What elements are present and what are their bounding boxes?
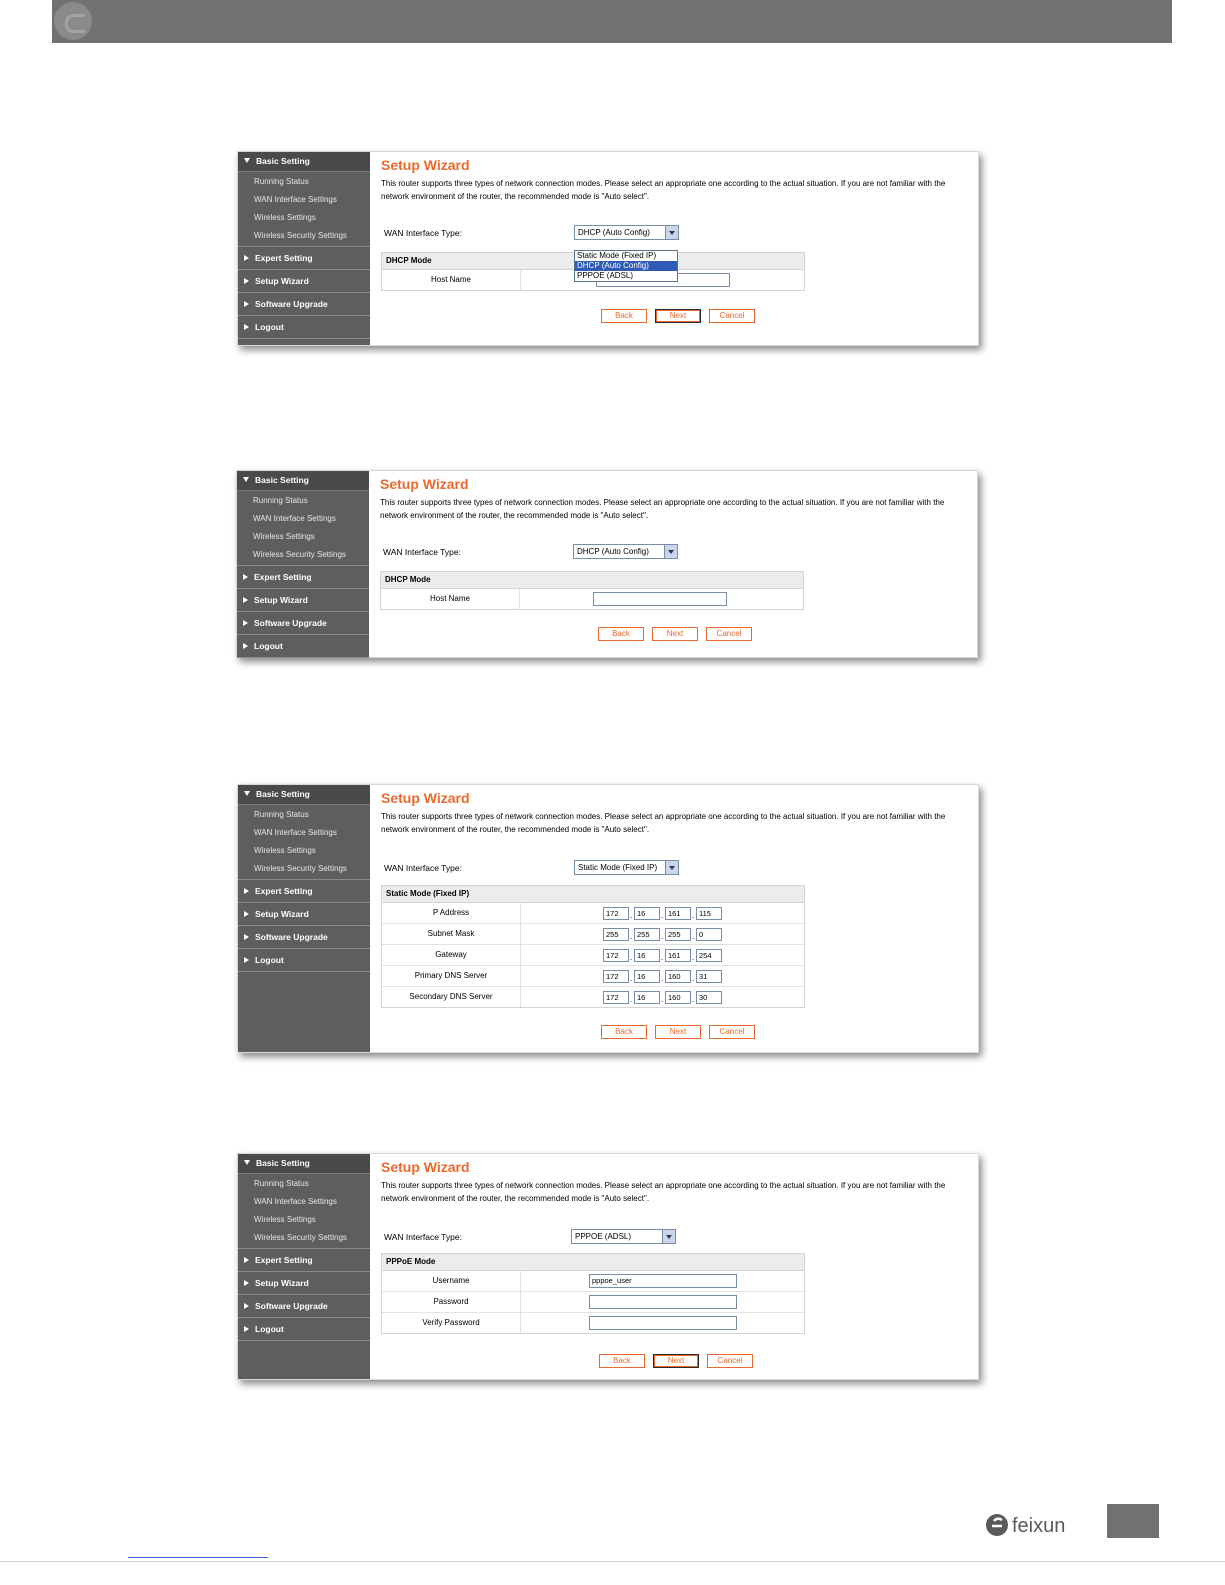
collapsed-arrow-icon — [244, 1326, 249, 1332]
collapsed-arrow-icon — [244, 1303, 249, 1309]
menu-running-status[interactable]: Running Status — [254, 1179, 309, 1188]
expanded-arrow-icon — [244, 1160, 250, 1165]
wan-type-label: WAN Interface Type: — [384, 1232, 462, 1242]
page-title: Setup Wizard — [381, 1159, 470, 1175]
collapsed-arrow-icon — [244, 934, 249, 940]
mask-octet-4[interactable]: 0 — [696, 928, 722, 941]
menu-software-upgrade[interactable]: Software Upgrade — [238, 926, 370, 949]
page-header-bar — [52, 0, 1172, 43]
wizard-buttons — [381, 309, 781, 325]
mask-octet-1[interactable]: 255 — [603, 928, 629, 941]
page-title: Setup Wizard — [381, 157, 470, 173]
sidebar — [238, 1154, 370, 1379]
next-button[interactable]: Next — [653, 1354, 699, 1368]
cancel-button[interactable]: Cancel — [709, 1025, 755, 1039]
back-button[interactable]: Back — [601, 1025, 647, 1039]
back-button[interactable]: Back — [601, 309, 647, 323]
collapsed-arrow-icon — [244, 1280, 249, 1286]
expanded-arrow-icon — [244, 791, 250, 796]
menu-logout[interactable]: Logout — [238, 1318, 370, 1341]
menu-wireless-settings[interactable]: Wireless Settings — [254, 846, 316, 855]
screenshot-dhcp-dropdown — [237, 151, 979, 346]
cancel-button[interactable]: Cancel — [709, 309, 755, 323]
section-header: Static Mode (Fixed IP) — [382, 886, 804, 903]
collapsed-arrow-icon — [243, 597, 248, 603]
wizard-content — [381, 785, 970, 1036]
menu-expert-setting[interactable]: Expert Setting — [237, 566, 369, 589]
secondary-dns-octet-3[interactable]: 160 — [665, 991, 691, 1004]
gateway-octet-3[interactable]: 161 — [665, 949, 691, 962]
wan-type-row — [381, 225, 970, 241]
wan-type-label: WAN Interface Type: — [384, 863, 462, 873]
cancel-button[interactable]: Cancel — [706, 627, 752, 641]
wizard-buttons — [381, 1354, 781, 1370]
menu-wireless-security-settings[interactable]: Wireless Security Settings — [254, 231, 347, 240]
feixun-logo — [985, 1505, 1081, 1545]
menu-running-status[interactable]: Running Status — [254, 177, 309, 186]
collapsed-arrow-icon — [243, 620, 248, 626]
back-button[interactable]: Back — [598, 627, 644, 641]
option-dhcp[interactable]: DHCP (Auto Config) — [575, 261, 677, 271]
table-row: P Address 172 . 16 . 161 . 115 — [382, 903, 804, 924]
menu-setup-wizard[interactable]: Setup Wizard — [238, 270, 370, 293]
table-row — [382, 1292, 804, 1313]
collapsed-arrow-icon — [244, 911, 249, 917]
menu-software-upgrade[interactable]: Software Upgrade — [238, 1295, 370, 1318]
wan-type-label: WAN Interface Type: — [384, 228, 462, 238]
menu-logout[interactable]: Logout — [238, 949, 370, 972]
back-button[interactable]: Back — [599, 1354, 645, 1368]
pppoe-table — [381, 1253, 805, 1334]
sidebar — [238, 785, 370, 1052]
host-name-label: Host Name — [382, 270, 521, 290]
primary-dns-octet-4[interactable]: 31 — [696, 970, 722, 983]
menu-running-status[interactable]: Running Status — [253, 496, 308, 505]
option-static-mode[interactable]: Static Mode (Fixed IP) — [577, 251, 657, 260]
wizard-buttons — [380, 627, 780, 643]
menu-wireless-security-settings[interactable]: Wireless Security Settings — [254, 864, 347, 873]
chevron-down-icon[interactable] — [662, 1230, 675, 1243]
secondary-dns-octet-2[interactable]: 16 — [634, 991, 660, 1004]
wan-type-label: WAN Interface Type: — [383, 547, 461, 557]
wan-type-select[interactable]: DHCP (Auto Config) — [573, 544, 678, 559]
collapsed-arrow-icon — [244, 1257, 249, 1263]
ip-octet-3[interactable]: 161 — [665, 907, 691, 920]
menu-setup-wizard[interactable]: Setup Wizard — [238, 1272, 370, 1295]
wizard-content — [380, 471, 969, 638]
sidebar — [238, 152, 370, 345]
wizard-description: This router supports three types of network connection modes. Please select an appropriate one according to the actual situation. If you are not familiar with the network environment of the router, the recommended mode is "Auto select". — [380, 498, 945, 520]
subnet-mask-label: Subnet Mask — [382, 924, 521, 944]
wan-type-row — [381, 860, 970, 876]
menu-wireless-settings[interactable]: Wireless Settings — [254, 1215, 316, 1224]
menu-expert-setting[interactable]: Expert Setting — [238, 247, 370, 270]
static-ip-table — [381, 885, 805, 1008]
chevron-down-icon[interactable] — [665, 226, 678, 239]
ip-octet-1[interactable]: 172 — [603, 907, 629, 920]
table-row: Primary DNS Server 172 . 16 . 160 . 31 — [382, 966, 804, 987]
username-label: Username — [382, 1271, 521, 1291]
menu-setup-wizard[interactable]: Setup Wizard — [238, 903, 370, 926]
table-row: Subnet Mask 255 . 255 . 255 . 0 — [382, 924, 804, 945]
ip-octet-2[interactable]: 16 — [634, 907, 660, 920]
gateway-label: Gateway — [382, 945, 521, 965]
brand-name: feixun — [1012, 1515, 1066, 1537]
option-pppoe[interactable]: PPPOE (ADSL) — [577, 271, 634, 280]
verify-password-input[interactable] — [589, 1316, 737, 1330]
menu-wireless-security-settings[interactable]: Wireless Security Settings — [253, 550, 346, 559]
dhcp-table — [380, 571, 804, 610]
collapsed-arrow-icon — [244, 301, 249, 307]
table-row: Secondary DNS Server 172 . 16 . 160 . 30 — [382, 987, 804, 1007]
secondary-dns-octet-4[interactable]: 30 — [696, 991, 722, 1004]
collapsed-arrow-icon — [244, 255, 249, 261]
page-title: Setup Wizard — [381, 790, 470, 806]
collapsed-arrow-icon — [244, 888, 249, 894]
wizard-description: This router supports three types of network connection modes. Please select an appropriate one according to the actual situation. If you are not familiar with the network environment of the router, the recommended mode is "Auto select". — [381, 812, 946, 834]
expanded-arrow-icon — [244, 158, 250, 163]
menu-basic-setting[interactable]: Basic Setting — [238, 785, 370, 805]
menu-running-status[interactable]: Running Status — [254, 810, 309, 819]
password-input[interactable] — [589, 1295, 737, 1309]
next-button[interactable]: Next — [655, 1025, 701, 1039]
screenshot-pppoe-mode — [237, 1153, 979, 1380]
host-name-label: Host Name — [381, 589, 520, 609]
page-number-box — [1107, 1504, 1159, 1538]
menu-wireless-settings[interactable]: Wireless Settings — [254, 213, 316, 222]
wan-type-row — [380, 544, 969, 560]
footer-link-underline — [128, 1557, 268, 1558]
menu-logout[interactable]: Logout — [237, 635, 369, 658]
wizard-description: This router supports three types of network connection modes. Please select an appropriate one according to the actual situation. If you are not familiar with the network environment of the router, the recommended mode is "Auto select". — [381, 1181, 946, 1203]
menu-wan-interface-settings[interactable]: WAN Interface Settings — [254, 828, 337, 837]
sidebar — [237, 471, 369, 657]
footer-divider — [0, 1561, 1225, 1562]
wizard-content — [381, 1154, 970, 1365]
primary-dns-octet-2[interactable]: 16 — [634, 970, 660, 983]
mask-octet-2[interactable]: 255 — [634, 928, 660, 941]
collapsed-arrow-icon — [243, 574, 248, 580]
ip-address-label: P Address — [382, 903, 521, 923]
menu-setup-wizard[interactable]: Setup Wizard — [237, 589, 369, 612]
section-header: PPPoE Mode — [382, 1254, 804, 1271]
chevron-down-icon[interactable] — [665, 861, 678, 874]
menu-basic-setting[interactable]: Basic Setting — [238, 1154, 370, 1174]
host-name-input[interactable] — [593, 592, 727, 606]
menu-basic-setting[interactable]: Basic Setting — [238, 152, 370, 172]
page-title: Setup Wizard — [380, 476, 469, 492]
cancel-button[interactable]: Cancel — [707, 1354, 753, 1368]
password-label: Password — [382, 1292, 521, 1312]
expanded-arrow-icon — [243, 477, 249, 482]
mask-octet-3[interactable]: 255 — [665, 928, 691, 941]
secondary-dns-octet-1[interactable]: 172 — [603, 991, 629, 1004]
username-input[interactable]: pppoe_user — [589, 1274, 737, 1288]
collapsed-arrow-icon — [243, 643, 248, 649]
section-header: DHCP Mode — [382, 253, 804, 270]
menu-software-upgrade[interactable]: Software Upgrade — [238, 293, 370, 316]
table-row — [381, 589, 803, 609]
menu-logout[interactable]: Logout — [238, 316, 370, 339]
screenshot-static-mode — [237, 784, 979, 1053]
wan-type-select[interactable]: PPPOE (ADSL) — [571, 1229, 676, 1244]
collapsed-arrow-icon — [244, 957, 249, 963]
section-header: DHCP Mode — [381, 572, 803, 589]
table-row: Gateway 172 . 16 . 161 . 254 — [382, 945, 804, 966]
collapsed-arrow-icon — [244, 278, 249, 284]
table-row — [382, 1271, 804, 1292]
ip-octet-4[interactable]: 115 — [696, 907, 722, 920]
menu-wireless-security-settings[interactable]: Wireless Security Settings — [254, 1233, 347, 1242]
menu-wireless-settings[interactable]: Wireless Settings — [253, 532, 315, 541]
verify-password-label: Verify Password — [382, 1313, 521, 1333]
screenshot-dhcp-mode — [236, 470, 978, 658]
gateway-octet-2[interactable]: 16 — [634, 949, 660, 962]
gateway-octet-4[interactable]: 254 — [696, 949, 722, 962]
secondary-dns-label: Secondary DNS Server — [382, 987, 521, 1007]
gateway-octet-1[interactable]: 172 — [603, 949, 629, 962]
menu-wan-interface-settings[interactable]: WAN Interface Settings — [254, 195, 337, 204]
menu-software-upgrade[interactable]: Software Upgrade — [237, 612, 369, 635]
primary-dns-label: Primary DNS Server — [382, 966, 521, 986]
chevron-down-icon[interactable] — [664, 545, 677, 558]
collapsed-arrow-icon — [244, 324, 249, 330]
wan-type-select[interactable]: DHCP (Auto Config) — [574, 225, 679, 240]
menu-expert-setting[interactable]: Expert Setting — [238, 880, 370, 903]
wizard-description: This router supports three types of network connection modes. Please select an appropriate one according to the actual situation. If you are not familiar with the network environment of the router, the recommended mode is "Auto select". — [381, 179, 946, 201]
next-button[interactable]: Next — [655, 309, 701, 323]
menu-basic-setting[interactable]: Basic Setting — [237, 471, 369, 491]
next-button[interactable]: Next — [652, 627, 698, 641]
menu-wan-interface-settings[interactable]: WAN Interface Settings — [253, 514, 336, 523]
wan-type-select[interactable]: Static Mode (Fixed IP) — [574, 860, 679, 875]
table-row — [382, 1313, 804, 1333]
wizard-buttons — [381, 1025, 781, 1041]
wizard-content — [381, 152, 970, 320]
primary-dns-octet-1[interactable]: 172 — [603, 970, 629, 983]
primary-dns-octet-3[interactable]: 160 — [665, 970, 691, 983]
brand-logo-icon — [54, 2, 92, 40]
wan-type-row — [381, 1229, 970, 1245]
wan-type-dropdown-list — [574, 250, 678, 282]
menu-wan-interface-settings[interactable]: WAN Interface Settings — [254, 1197, 337, 1206]
menu-expert-setting[interactable]: Expert Setting — [238, 1249, 370, 1272]
